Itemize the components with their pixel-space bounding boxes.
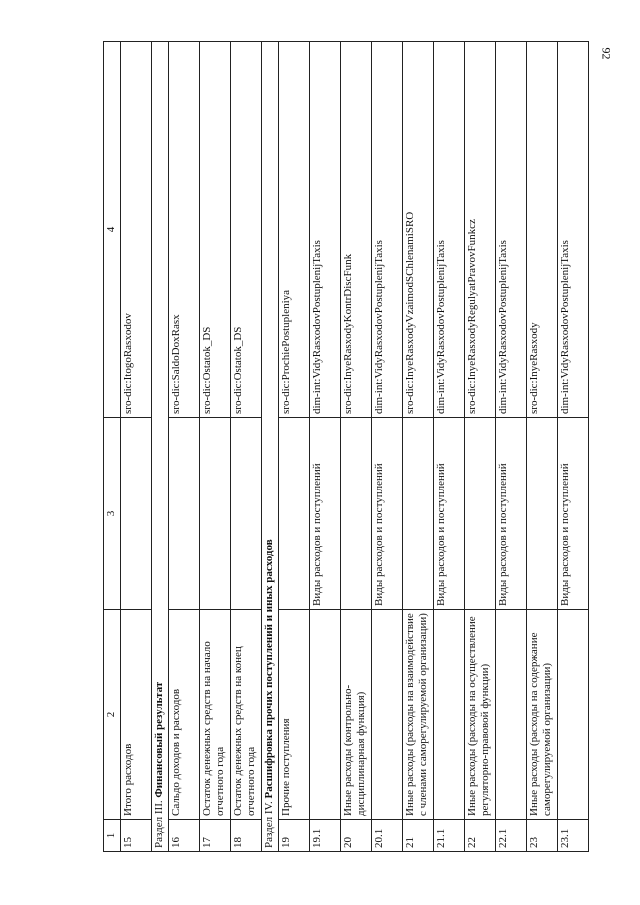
dimension-cell [279,418,310,610]
header-cell: 2 [104,610,121,820]
element-code-cell: sro-dic:InyeRasxodyRegulyatPravovFunkcz [465,42,496,418]
element-code-cell: sro-dic:InyeRasxodyVzaimodSChlenamiSRO [403,42,434,418]
section-row [152,42,169,852]
dimension-cell [231,418,262,610]
row-number-cell: 18 [231,820,262,852]
table-row [279,42,310,852]
dimension-cell [200,418,231,610]
row-number-cell: 23 [527,820,558,852]
row-number-cell: 22 [465,820,496,852]
indicator-name-cell: Прочие поступления [279,610,310,820]
indicator-name-cell: Остаток денежных средств на конец отчетного года [231,610,262,820]
section-cell [262,42,279,852]
row-number-cell: 20.1 [372,820,403,852]
dimension-cell [403,418,434,610]
row-number-cell: 17 [200,820,231,852]
dimension-cell [341,418,372,610]
element-code-cell: dim-int:VidyRasxodovPostuplenijTaxis [310,42,341,418]
indicator-name-cell: Иные расходы (расходы на содержание саморегулируемой организации) [527,610,558,820]
dimension-cell [169,418,200,610]
rotated-table-container [103,42,571,852]
page-number: 92 [599,47,614,60]
element-code-cell: dim-int:VidyRasxodovPostuplenijTaxis [372,42,403,418]
dimension-cell: Виды расходов и поступлений [496,418,527,610]
element-code-cell: dim-int:VidyRasxodovPostuplenijTaxis [496,42,527,418]
table-row [403,42,434,852]
indicator-name-cell: Сальдо доходов и расходов [169,610,200,820]
table-row [200,42,231,852]
row-number-cell: 20 [341,820,372,852]
row-number-cell: 22.1 [496,820,527,852]
header-row [104,42,121,852]
element-code-cell: sro-dic:InyeRasxody [527,42,558,418]
row-number-cell: 23.1 [558,820,589,852]
header-cell: 4 [104,42,121,418]
dimension-cell: Виды расходов и поступлений [310,418,341,610]
indicator-name-cell: Иные расходы (расходы на осуществление регуляторно-правовой функции) [465,610,496,820]
element-code-cell: sro-dic:ItogoRasxodov [121,42,152,418]
indicator-name-cell [372,610,403,820]
indicator-name-cell [558,610,589,820]
element-code-cell: sro-dic:InyeRasxodyKontrDiscFunk [341,42,372,418]
indicator-name-cell: Иные расходы (расходы на взаимодействие с членами саморегулируемой организации) [403,610,434,820]
dimension-cell: Виды расходов и поступлений [434,418,465,610]
dimension-cell: Виды расходов и поступлений [558,418,589,610]
row-number-cell: 21 [403,820,434,852]
section-title: Расшифровка прочих поступлений и иных расходов [263,539,275,799]
table-body [104,42,589,852]
indicator-name-cell: Иные расходы (контрольно-дисциплинарная функция) [341,610,372,820]
indicator-name-cell: Остаток денежных средств на начало отчетного года [200,610,231,820]
table-row [496,42,527,852]
row-number-cell: 19.1 [310,820,341,852]
section-cell [152,42,169,852]
dimension-cell: Виды расходов и поступлений [372,418,403,610]
element-code-cell: sro-dic:Ostatok_DS [231,42,262,418]
table-row [169,42,200,852]
row-number-cell: 21.1 [434,820,465,852]
element-code-cell: dim-int:VidyRasxodovPostuplenijTaxis [434,42,465,418]
element-code-cell: sro-dic:ProchiePostupleniya [279,42,310,418]
table-row [434,42,465,852]
dimension-cell [465,418,496,610]
table-row [231,42,262,852]
dimension-cell [121,418,152,610]
section-prefix: Раздел IV. [263,801,275,848]
table-row [372,42,403,852]
table-row [121,42,152,852]
dimension-cell [527,418,558,610]
table-box [103,42,571,852]
table-row [558,42,589,852]
section-title: Финансовый результат [153,681,165,798]
indicator-name-cell [496,610,527,820]
indicator-name-cell: Итого расходов [121,610,152,820]
element-code-cell: sro-dic:Ostatok_DS [200,42,231,418]
table-row [341,42,372,852]
row-number-cell: 19 [279,820,310,852]
header-cell: 3 [104,418,121,610]
row-number-cell: 15 [121,820,152,852]
element-code-cell: dim-int:VidyRasxodovPostuplenijTaxis [558,42,589,418]
table-row [465,42,496,852]
indicator-name-cell [310,610,341,820]
section-row [262,42,279,852]
indicator-name-cell [434,610,465,820]
section-prefix: Раздел III. [153,800,165,848]
table-row [527,42,558,852]
header-cell: 1 [104,820,121,852]
report-table [103,41,589,852]
element-code-cell: sro-dic:SaldoDoxRasx [169,42,200,418]
table-row [310,42,341,852]
row-number-cell: 16 [169,820,200,852]
